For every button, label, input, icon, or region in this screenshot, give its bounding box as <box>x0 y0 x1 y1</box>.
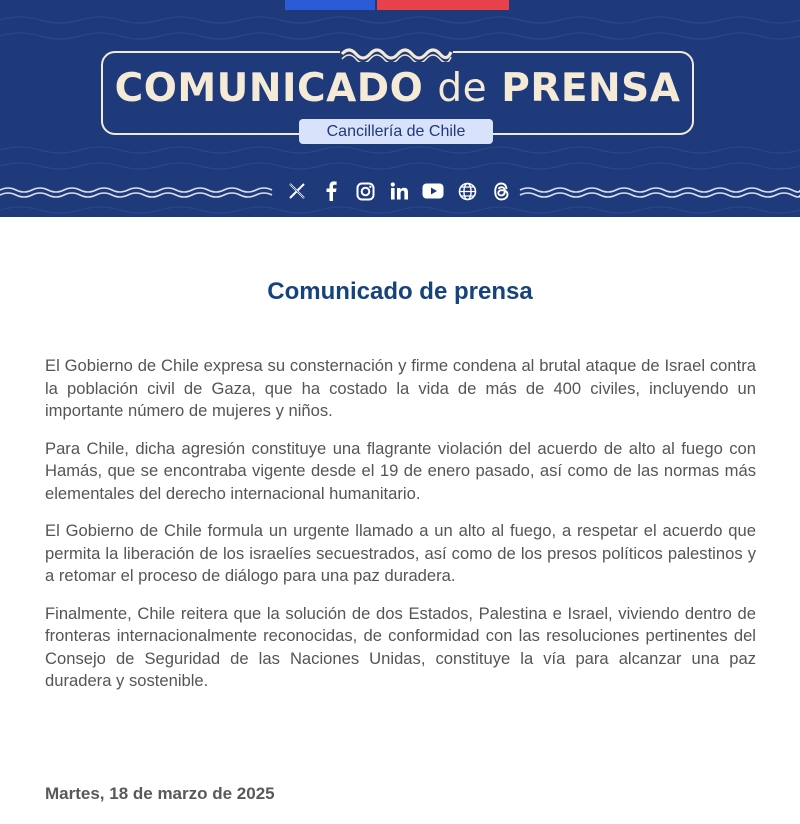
linkedin-icon[interactable] <box>388 180 410 202</box>
social-links <box>286 179 512 203</box>
header-banner <box>0 0 800 217</box>
x-icon[interactable] <box>286 180 308 202</box>
facebook-icon[interactable] <box>320 180 342 202</box>
threads-icon[interactable] <box>490 180 512 202</box>
headline-part-prensa: PRENSA <box>487 66 681 111</box>
flag-stripe-red <box>377 0 509 10</box>
paragraph-3: El Gobierno de Chile formula un urgente llamado a un alto al fuego, a respetar el acuerdo que permita la liberación de los israelíes secuestrados, así como de los presos políticos palestinos y a retomar el proceso de diálogo para una paz duradera. <box>45 521 756 585</box>
document-body <box>45 355 756 708</box>
globe-icon[interactable] <box>456 180 478 202</box>
instagram-icon[interactable] <box>354 180 376 202</box>
headline-part-comunicado: COMUNICADO <box>114 66 438 111</box>
flag-stripe-blue <box>285 0 375 10</box>
banner-headline <box>101 64 694 114</box>
headline-part-de: de <box>437 66 488 111</box>
wave-ornament-icon <box>340 42 453 62</box>
document-title: Comunicado de prensa <box>267 278 533 305</box>
banner-subtitle: Cancillería de Chile <box>299 119 493 144</box>
paragraph-1: El Gobierno de Chile expresa su consternación y firme condena al brutal ataque de Israel contra la población civil de Gaza, que ha costado la vida de más de 400 civiles, incluyendo un importante número de mujeres y niños. <box>45 356 756 420</box>
document-date: Martes, 18 de marzo de 2025 <box>45 784 275 803</box>
paragraph-4: Finalmente, Chile reitera que la solución de dos Estados, Palestina e Israel, viviendo dentro de fronteras internacionalmente reconocidas, de conformidad con las resoluciones pertinentes del Consejo de Seguridad de las Naciones Unidas, constituye la vía para alcanzar una paz duradera y sostenible. <box>45 603 756 690</box>
youtube-icon[interactable] <box>422 180 444 202</box>
paragraph-2: Para Chile, dicha agresión constituye una flagrante violación del acuerdo de alto al fuego con Hamás, que se encontraba vigente desde el 19 de enero pasado, así como de las normas más elementales del derecho internacional humanitario. <box>45 438 756 503</box>
